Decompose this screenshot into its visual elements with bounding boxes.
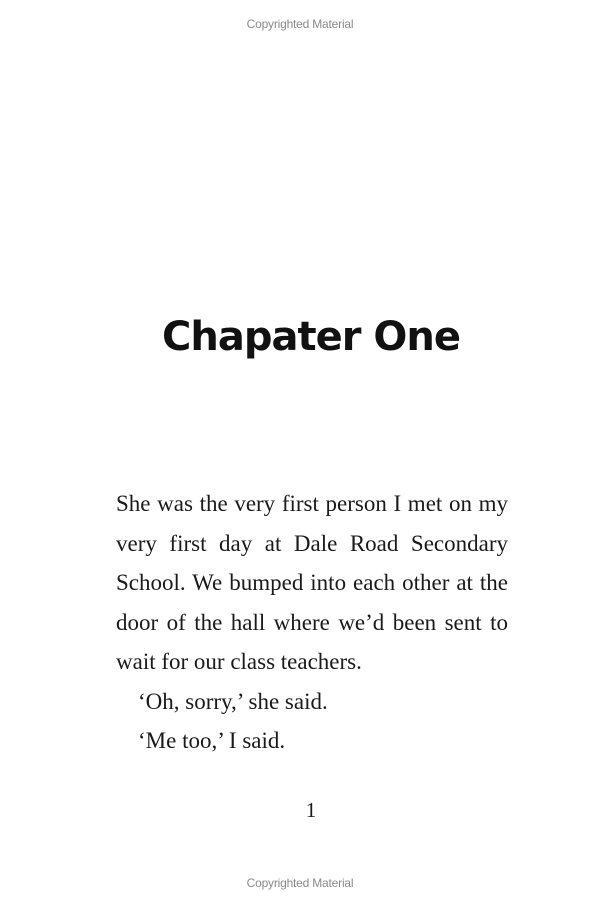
paragraph-2: ‘Oh, sorry,’ she said. <box>138 688 328 714</box>
paragraph-3: ‘Me too,’ I said. <box>138 728 286 753</box>
copyright-watermark-bottom: Copyrighted Material <box>246 876 354 890</box>
copyright-watermark-top: Copyrighted Material <box>246 17 354 31</box>
page-number: 1 <box>305 798 317 822</box>
paragraph-1: She was the very first person I met on my very first day at Dale Road Secondary School. We bumped into each other at the door of the hall where we’d been sent to wait for our class teachers. <box>116 491 508 674</box>
chapter-title: Chapater One <box>162 314 460 360</box>
body-text <box>116 484 508 761</box>
